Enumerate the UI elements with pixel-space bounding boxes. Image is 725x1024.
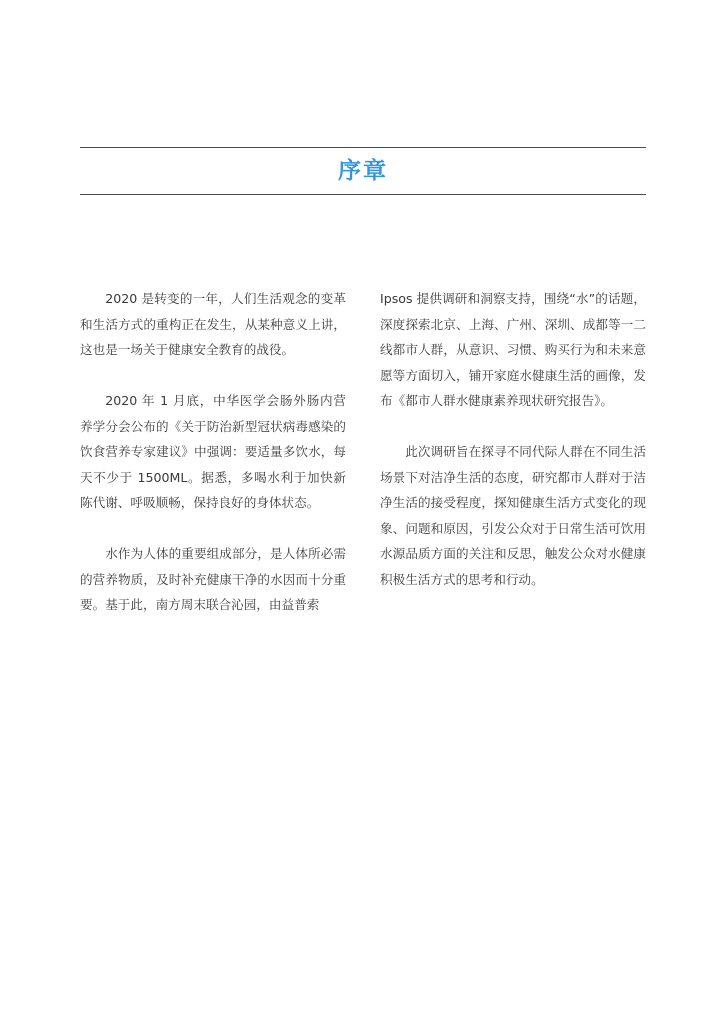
title-bottom-rule: [80, 194, 646, 195]
paragraph-continued: Ipsos 提供调研和洞察支持，围绕“水”的话题，深度探索北京、上海、广州、深圳、成都等一二线都市人群，从意识、习惯、购买行为和未来意愿等方面切入，铺开家庭水健康生活的画像，发布《都市人群水健康素养现状研究报告》。: [380, 291, 646, 408]
right-text-column: [380, 286, 646, 618]
paragraph: 此次调研旨在探寻不同代际人群在不同生活场景下对洁净生活的态度，研究都市人群对于洁净生活的接受程度，探知健康生活方式变化的现象、问题和原因，引发公众对于日常生活可饮用水源品质方面的关注和反思，触发公众对水健康积极生活方式的思考和行动。: [380, 444, 646, 587]
paragraph: 2020 是转变的一年，人们生活观念的变革和生活方式的重构正在发生，从某种意义上讲，这也是一场关于健康安全教育的战役。: [80, 291, 346, 357]
title-top-rule: [80, 147, 646, 148]
paragraph: 2020 年 1 月底，中华医学会肠外肠内营养学分会公布的《关于防治新型冠状病毒感染的饮食营养专家建议》中强调：要适量多饮水，每天不少于 1500ML。据悉，多喝水利于加快新陈代谢、呼吸顺畅，保持良好的身体状态。: [80, 393, 346, 510]
page-title: 序章: [338, 158, 388, 184]
left-text-column: [80, 286, 346, 643]
paragraph: 水作为人体的重要组成部分，是人体所必需的营养物质，及时补充健康干净的水因而十分重要。基于此，南方周末联合沁园，由益普索: [80, 546, 346, 612]
